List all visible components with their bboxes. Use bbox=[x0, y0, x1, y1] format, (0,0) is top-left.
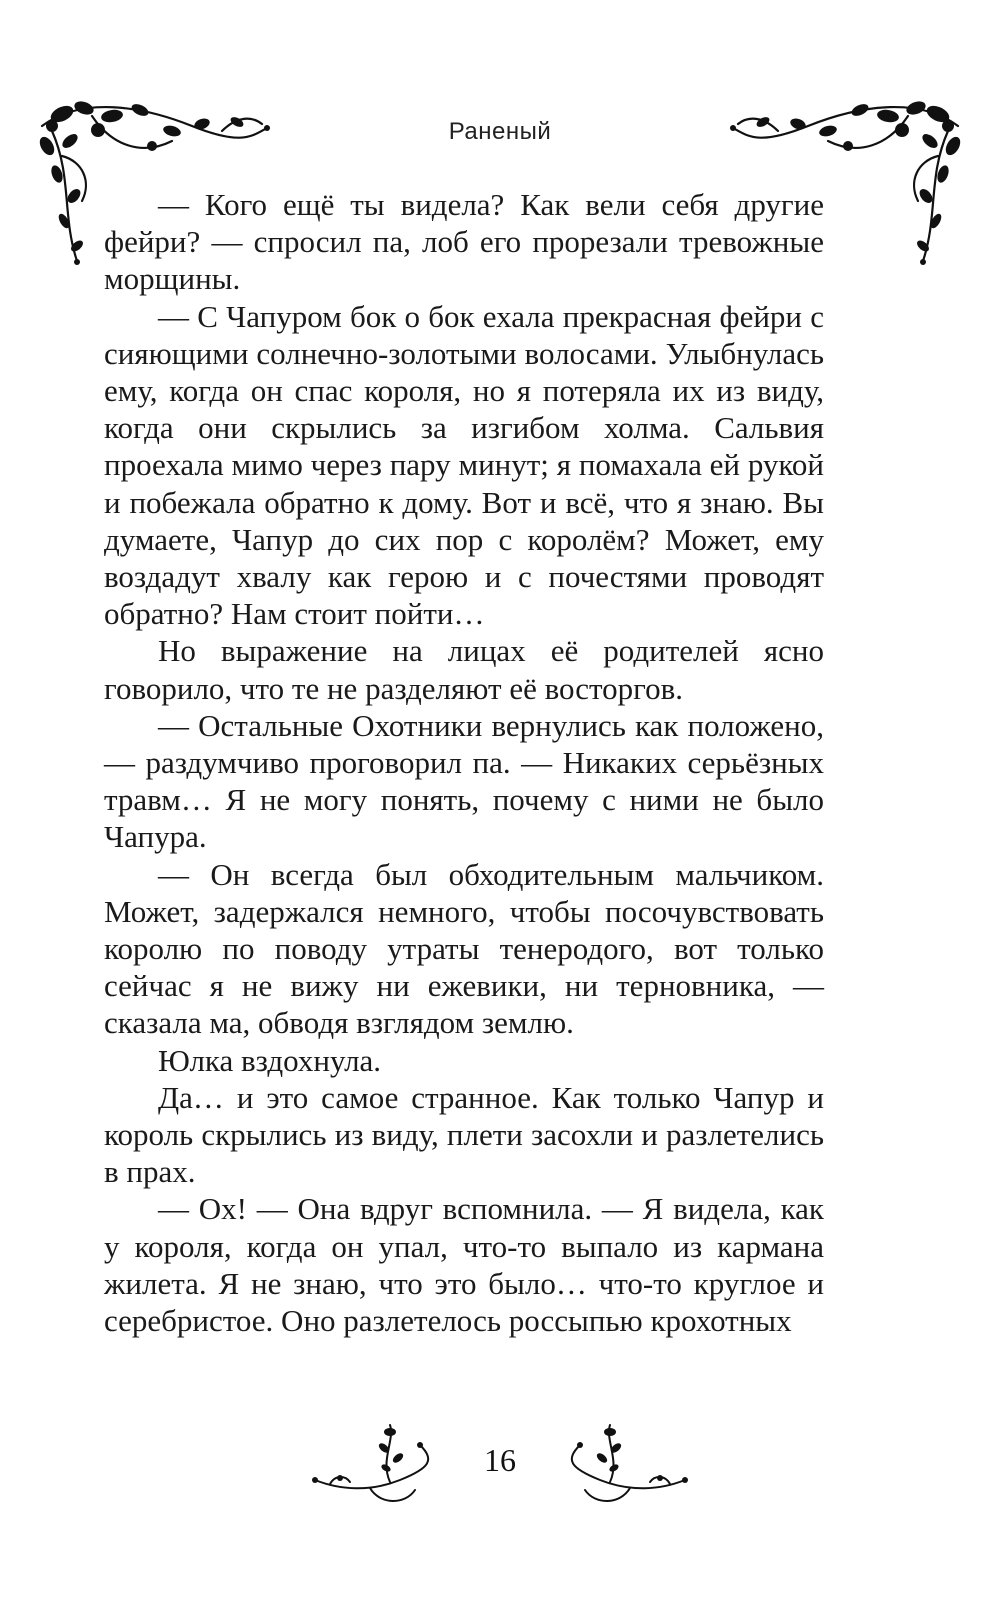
paragraph: Юлка вздохнула. bbox=[158, 1042, 382, 1078]
paragraph: — Ох! — Она вдруг вспомнила. — Я видела, как у короля, когда он упал, что-то выпало из кармана жилета. Я не знаю, что это было… что-то круглое и серебристое. Оно разлетелось россыпью крохотных bbox=[104, 1191, 824, 1339]
paragraph: — Он всегда был обходительным мальчиком. Может, задержался немного, чтобы посочувствовать королю по поводу утраты тенеродого, вот только сейчас я не вижу ни ежевики, ни терновника, — сказала ма, обводя взглядом землю. bbox=[104, 856, 824, 1041]
body-text bbox=[104, 186, 824, 1339]
paragraph: — С Чапуром бок о бок ехала прекрасная фейри с сияющими солнечно-золотыми волосами. Улыбнулась ему, когда он спас короля, но я потеряла их из виду, когда они скрылись за изгибом холма. Сальвия проехала мимо через пару минут; я помахала ей рукой и побежала обратно к дому. Вот и всё, что я знаю. Вы думаете, Чапур до сих пор с королём? Может, ему воздадут хвалу как герою и с почестями проводят обратно? Нам стоит пойти… bbox=[104, 298, 824, 632]
paragraph: Но выражение на лицах её родителей ясно говорило, что те не разделяют её восторгов. bbox=[104, 633, 824, 706]
page-number: 16 bbox=[484, 1442, 516, 1478]
paragraph: — Кого ещё ты видела? Как вели себя другие фейри? — спросил па, лоб его прорезали тревожные морщины. bbox=[104, 187, 824, 297]
paragraph: — Остальные Охотники вернулись как положено, — раздумчиво проговорил па. — Никаких серьёзных травм… Я не могу понять, почему с ними не было Чапура. bbox=[104, 707, 824, 855]
floral-footer-ornament-right-icon bbox=[560, 1420, 690, 1510]
running-head-title: Раненый bbox=[448, 118, 552, 145]
paragraph: Да… и это самое странное. Как только Чапур и король скрылись из виду, плети засохли и разлетелись в прах. bbox=[104, 1079, 824, 1190]
floral-footer-ornament-left-icon bbox=[310, 1420, 440, 1510]
